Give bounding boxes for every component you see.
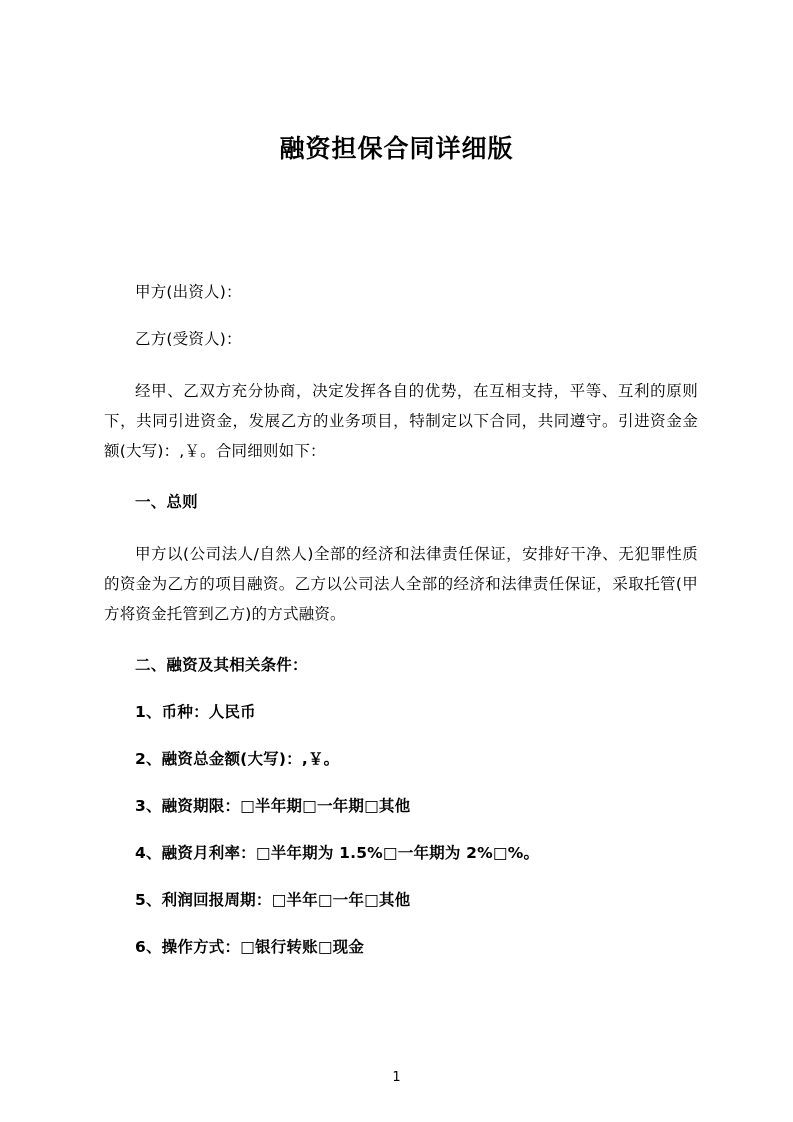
list-item-return-cycle: 5、利润回报周期：□半年□一年□其他 — [135, 891, 411, 909]
list-item-term: 3、融资期限：□半年期□一年期□其他 — [135, 797, 411, 815]
paragraph-party-b: 乙方(受资人)： — [135, 330, 242, 348]
list-item-total-amount: 2、融资总金额(大写)：,￥。 — [135, 750, 340, 768]
paragraph-section-1-body: 甲方以(公司法人/自然人)全部的经济和法律责任保证，安排好干净、无犯罪性质的资金为乙方的项目融资。乙方以公司法人全部的经济和法律责任保证，采取托管(甲方将资金托管到乙方)的方式融资。 — [104, 545, 698, 623]
list-item-currency: 1、币种：人民币 — [135, 703, 256, 721]
paragraph-preamble: 经甲、乙双方充分协商，决定发挥各自的优势，在互相支持，平等、互利的原则下，共同引进资金，发展乙方的业务项目，特制定以下合同，共同遵守。引进资金金额(大写)：,￥。合同细则如下： — [104, 382, 698, 460]
heading-section-2: 二、融资及其相关条件： — [135, 656, 308, 674]
list-item-operation-method: 6、操作方式：□银行转账□现金 — [135, 938, 365, 956]
page-title: 融资担保合同详细版 — [279, 134, 514, 163]
heading-section-1: 一、总则 — [135, 493, 198, 511]
paragraph-party-a: 甲方(出资人)： — [135, 283, 242, 301]
list-item-monthly-rate: 4、融资月利率：□半年期为 1.5%□一年期为 2%□%。 — [135, 844, 540, 862]
document-body — [104, 282, 698, 984]
page-number: 1 — [392, 1070, 401, 1085]
